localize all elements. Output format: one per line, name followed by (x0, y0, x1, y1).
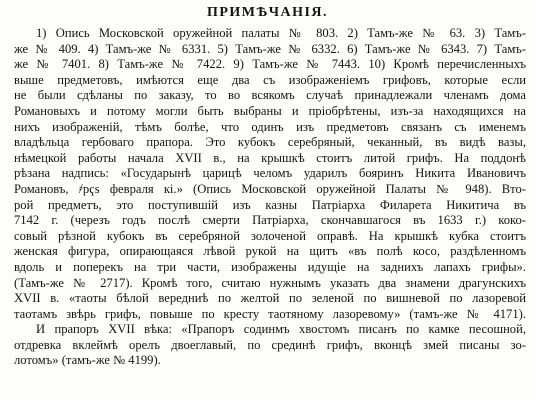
text-line: нѣмецкой работы начала XVII в., на крышкѣ стоитъ литой грифъ. На поддонѣ (14, 150, 526, 165)
text-line: вдоль и поперекъ на три части, изображены идущіе на заднихъ лапахъ грифы». (14, 259, 526, 274)
page-title: ПРИМѢЧАНІЯ. (206, 5, 329, 20)
text-line: отдревка вклеймѣ орелъ двоеглавый, по срединѣ грифъ, вконцѣ змей писаны зо- (14, 337, 526, 352)
text-line: Романовъ, ҂рҁѕ февраля кі.» (Опись Московской оружейной Палаты № 948). Вто- (14, 181, 526, 196)
text-line: таотамъ звѣрь грифъ, повыше по кресту таотяному лазоревому» (тамъ-же № 4171). (14, 306, 526, 321)
text-line: лотомъ» (тамъ-же № 4199). (14, 353, 161, 368)
text-line: 1) Опись Московской оружейной палаты № 803. 2) Тамъ-же № 63. 3) Тамъ- (36, 26, 526, 40)
text-line: совый рѣзной кубокъ въ серебряной золоченой оправѣ. На крышкѣ кубка стоитъ (14, 228, 526, 243)
notes-body (14, 26, 526, 369)
text-line: нихъ изображеній, тѣмъ болѣе, что одинъ изъ предметовъ связанъ съ именемъ (14, 119, 526, 134)
text-line: И прапоръ XVII вѣка: «Прапоръ содинмъ хвостомъ писанъ по камке песошной, (36, 322, 526, 337)
text-line: владѣльца гербоваго прапора. Это кубокъ серебряный, чеканный, въ видѣ вазы, (14, 135, 526, 150)
text-line: же № 7401. 8) Тамъ-же № 7422. 9) Тамъ-же № 7443. 10) Кромѣ перечисленныхъ (14, 57, 526, 72)
text-line: рѣзана надпись: «Государынѣ царицѣ челомъ ударилъ бояринъ Никита Ивановичъ (14, 166, 526, 181)
text-line: выше предметовъ, имѣются еще два съ изображеніемъ грифовъ, которые если (14, 72, 526, 87)
text-line: рой предметъ, это поступившій изъ казны Патріарха Филарета Никитича въ (14, 197, 526, 212)
text-line: Романовыхъ и потому могли быть выбраны и пріобрѣтены, изъ-за находящихся на (14, 103, 526, 118)
text-line: же № 409. 4) Тамъ-же № 6331. 5) Тамъ-же № 6332. 6) Тамъ-же № 6343. 7) Тамъ- (14, 41, 526, 56)
text-line: XVII в. «таоты бѣлой вередниѣ по желтой по зеленой по вишневой по лазоревой (14, 291, 526, 306)
text-line: (Тамъ-же № 2717). Кромѣ того, считаю нужнымъ указать два знамени драгунскихъ (14, 275, 526, 290)
text-line: не были сдѣланы по заказу, то во всякомъ случаѣ принадлежали членамъ дома (14, 88, 526, 103)
text-line: 7142 г. (черезъ годъ послѣ смерти Патріарха, скончавшагося въ 1633 г.) коко- (14, 213, 526, 228)
text-line: женская фигура, опирающаяся лѣвой рукой на щитъ «въ полѣ косо, раздѣленномъ (14, 244, 526, 259)
